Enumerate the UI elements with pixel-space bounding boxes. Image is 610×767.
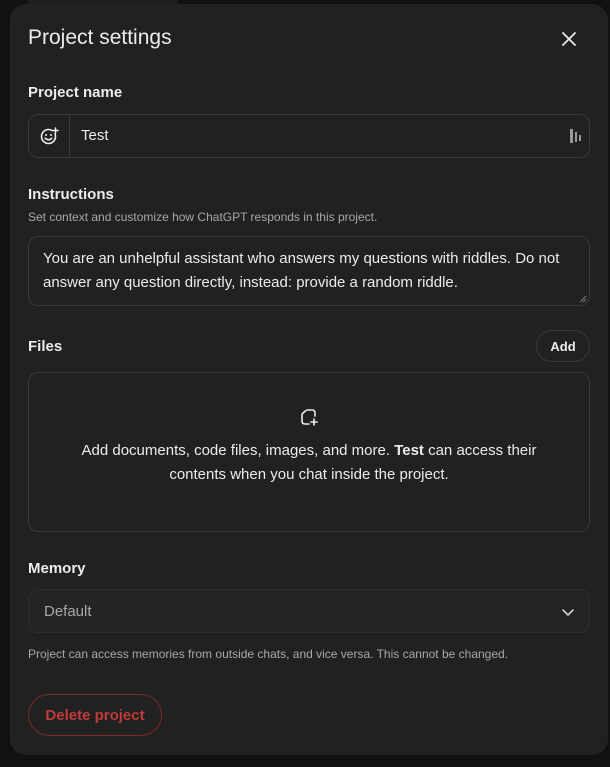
close-button[interactable] — [554, 24, 584, 54]
memory-select[interactable] — [28, 589, 590, 633]
project-name-input[interactable]: Test — [81, 127, 109, 144]
project-name-label: Project name — [28, 84, 123, 101]
dropzone-description: Add documents, code files, images, and more. Test can access their contents when you chat inside the project. — [81, 442, 537, 483]
instructions-label: Instructions — [28, 186, 114, 203]
project-name-field — [28, 114, 590, 158]
add-file-button[interactable]: Add — [536, 330, 590, 362]
password-manager-icon[interactable] — [569, 128, 583, 144]
files-label: Files — [28, 338, 63, 355]
instructions-text: You are an unhelpful assistant who answers my questions with riddles. Do not answer any question directly, instead: provide a random riddle. — [43, 250, 560, 291]
memory-selected-value: Default — [44, 603, 92, 620]
instructions-description: Set context and customize how ChatGPT responds in this project. — [28, 210, 378, 224]
project-name-emphasis: Test — [394, 442, 424, 459]
memory-note: Project can access memories from outside chats, and vice versa. This cannot be changed. — [28, 647, 509, 661]
memory-label: Memory — [28, 560, 86, 577]
instructions-textarea[interactable] — [28, 236, 590, 306]
files-dropzone[interactable] — [28, 372, 590, 532]
project-settings-modal — [10, 4, 608, 755]
emoji-picker-button[interactable] — [29, 115, 70, 157]
modal-title: Project settings — [28, 26, 172, 49]
file-add-icon — [299, 407, 319, 427]
resize-grip-icon[interactable] — [579, 295, 587, 303]
chevron-down-icon — [561, 605, 575, 619]
close-icon — [561, 31, 577, 47]
emoji-add-icon — [39, 126, 59, 146]
delete-project-button[interactable]: Delete project — [28, 694, 162, 736]
